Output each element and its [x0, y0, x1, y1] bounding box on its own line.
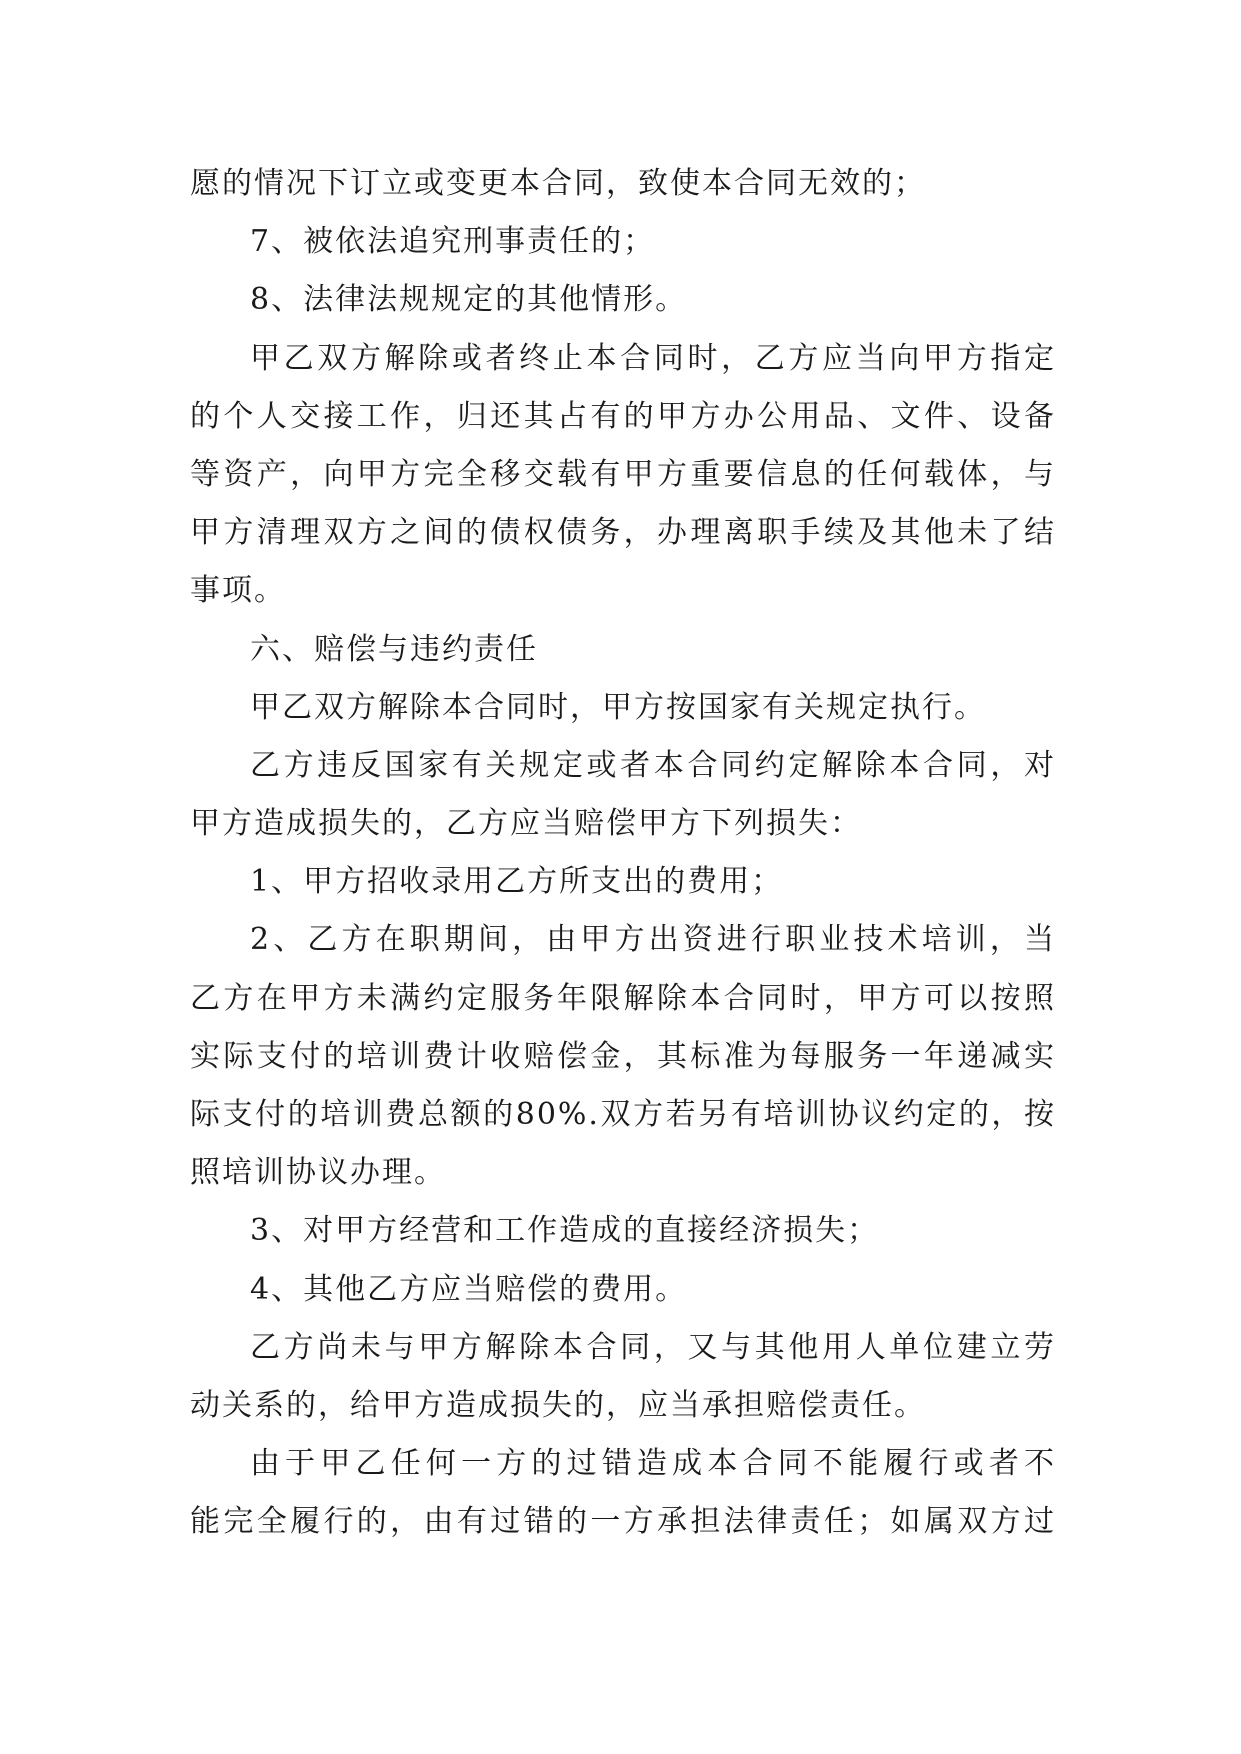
text-line: 甲方清理双方之间的债权债务，办理离职手续及其他未了结	[190, 515, 1056, 551]
contract-body-text	[190, 155, 1056, 1552]
text-line: 愿的情况下订立或变更本合同，致使本合同无效的；	[190, 166, 926, 201]
text-line: 等资产，向甲方完全移交载有甲方重要信息的任何载体，与	[190, 456, 1056, 492]
text-line: 际支付的培训费总额的80%.双方若另有培训协议约定的，按	[190, 1097, 1056, 1132]
text-line: 照培训协议办理。	[190, 1155, 446, 1191]
text-line: 动关系的，给甲方造成损失的，应当承担赔偿责任。	[190, 1387, 926, 1423]
text-line: 能完全履行的，由有过错的一方承担法律责任；如属双方过	[190, 1504, 1056, 1540]
text-line: 4、其他乙方应当赔偿的费用。	[250, 1271, 688, 1307]
text-line: 8、法律法规规定的其他情形。	[250, 282, 688, 318]
text-line: 甲方造成损失的，乙方应当赔偿甲方下列损失：	[190, 806, 862, 842]
text-line: 3、对甲方经营和工作造成的直接经济损失；	[250, 1213, 880, 1249]
text-line: 甲乙双方解除或者终止本合同时，乙方应当向甲方指定	[250, 340, 1056, 376]
text-line: 乙方违反国家有关规定或者本合同约定解除本合同，对	[250, 747, 1056, 783]
text-line: 乙方尚未与甲方解除本合同，又与其他用人单位建立劳	[250, 1329, 1056, 1365]
text-line: 事项。	[190, 573, 286, 609]
text-line: 由于甲乙任何一方的过错造成本合同不能履行或者不	[250, 1446, 1056, 1482]
text-line: 2、乙方在职期间，由甲方出资进行职业技术培训，当	[250, 922, 1056, 958]
text-line: 的个人交接工作，归还其占有的甲方办公用品、文件、设备	[190, 398, 1056, 434]
text-line: 7、被依法追究刑事责任的；	[250, 224, 656, 260]
text-line: 六、赔偿与违约责任	[250, 631, 538, 667]
text-line: 1、甲方招收录用乙方所支出的费用；	[250, 864, 784, 900]
text-line: 甲乙双方解除本合同时，甲方按国家有关规定执行。	[250, 689, 986, 725]
text-line: 实际支付的培训费计收赔偿金，其标准为每服务一年递减实	[190, 1038, 1056, 1074]
text-line: 乙方在甲方未满约定服务年限解除本合同时，甲方可以按照	[190, 980, 1056, 1016]
